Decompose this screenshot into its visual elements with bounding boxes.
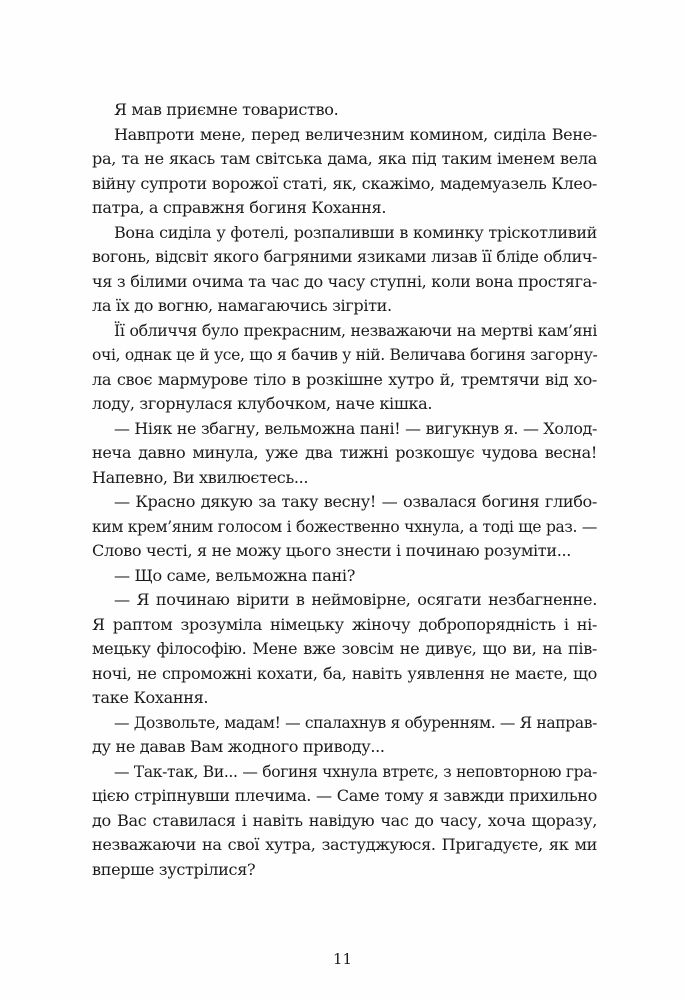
body-text bbox=[92, 98, 597, 882]
text-line: таке Кохання. bbox=[92, 688, 209, 707]
text-line: війну супроти ворожої статі, як, скажімо, мадемуазель Клео- bbox=[92, 173, 597, 193]
text-line: — Дозвольте, мадам! — спалахнув я обуренням. — Я направ- bbox=[114, 713, 597, 732]
page-number: 11 bbox=[332, 950, 353, 968]
text-line: — Красно дякую за таку весну! — озвалася богиня глибо- bbox=[114, 492, 597, 511]
text-line: — Так-так, Ви... — богиня чхнула втретє, з неповторною гра- bbox=[114, 762, 597, 781]
text-line: незважаючи на свої хутра, застуджуюся. Пригадуєте, як ми bbox=[92, 835, 597, 854]
text-line: ду не давав Вам жодного приводу... bbox=[92, 737, 385, 756]
text-line: — Що саме, вельможна пані? bbox=[114, 565, 356, 585]
text-line: — Ніяк не збагну, вельможна пані! — вигукнув я. — Холод- bbox=[114, 418, 597, 438]
text-line: лоду, згорнулася клубочком, наче кішка. bbox=[92, 394, 433, 413]
text-line: Напевно, Ви хвилюєтесь... bbox=[92, 467, 309, 487]
text-line: мецьку філософію. Мене вже зовсім не дивує, що ви, на пів- bbox=[92, 639, 597, 658]
paragraph bbox=[92, 221, 597, 319]
text-line: очі, однак це й усе, що я бачив у ній. Величава богиня загорну- bbox=[92, 346, 598, 364]
paragraph bbox=[92, 711, 597, 760]
text-line: — Я починаю вірити в неймовірне, осягати незбагненне. bbox=[114, 590, 597, 609]
text-line: вогонь, відсвіт якого багряними язиками лизав її бліде облич- bbox=[92, 247, 597, 266]
text-line: до Вас ставилася і навіть навідую час до часу, хоча щоразу, bbox=[92, 810, 597, 830]
paragraph bbox=[92, 319, 597, 417]
text-line: ра, та не якась там світська дама, яка під таким іменем вела bbox=[92, 149, 597, 168]
text-line: Слово честі, я не можу цього знести і починаю розуміти... bbox=[92, 541, 572, 560]
paragraph bbox=[92, 417, 597, 491]
paragraph bbox=[92, 760, 597, 883]
paragraph bbox=[92, 98, 597, 123]
text-line: ла їх до вогню, намагаючись зігріти. bbox=[92, 296, 392, 315]
text-line: чя з білими очима та час до часу ступні, коли вона простяга- bbox=[92, 271, 597, 291]
paragraph bbox=[92, 123, 597, 221]
text-line: ким крем’яним голосом і божественно чхнула, а тоді ще раз. — bbox=[92, 517, 597, 536]
text-line: ночі, не спроможні кохати, ба, навіть уявлення не маєте, що bbox=[92, 663, 597, 683]
paragraph bbox=[92, 564, 597, 589]
paragraph bbox=[92, 588, 597, 711]
text-line: неча давно минула, уже два тижні розкошує чудова весна! bbox=[92, 443, 597, 462]
paragraph bbox=[92, 490, 597, 564]
text-line: патра, а справжня богиня Кохання. bbox=[92, 198, 387, 217]
text-line: ла своє мармурове тіло в розкішне хутро й, тремтячи від хо- bbox=[92, 369, 597, 389]
text-line: Я мав приємне товариство. bbox=[114, 100, 339, 119]
text-line: Я раптом зрозуміла німецьку жіночу добропорядність і ні- bbox=[92, 614, 597, 634]
text-line: цією стріпнувши плечима. — Саме тому я завжди прихильно bbox=[92, 786, 597, 805]
text-line: Вона сиділа у фотелі, розпаливши в коминку тріскотливий bbox=[114, 222, 597, 242]
text-line: Її обличчя було прекрасним, незважаючи на мертві кам’яні bbox=[114, 320, 597, 340]
text-line: вперше зустрілися? bbox=[92, 859, 256, 879]
text-line: Навпроти мене, перед величезним комином, сиділа Вене- bbox=[114, 124, 597, 144]
